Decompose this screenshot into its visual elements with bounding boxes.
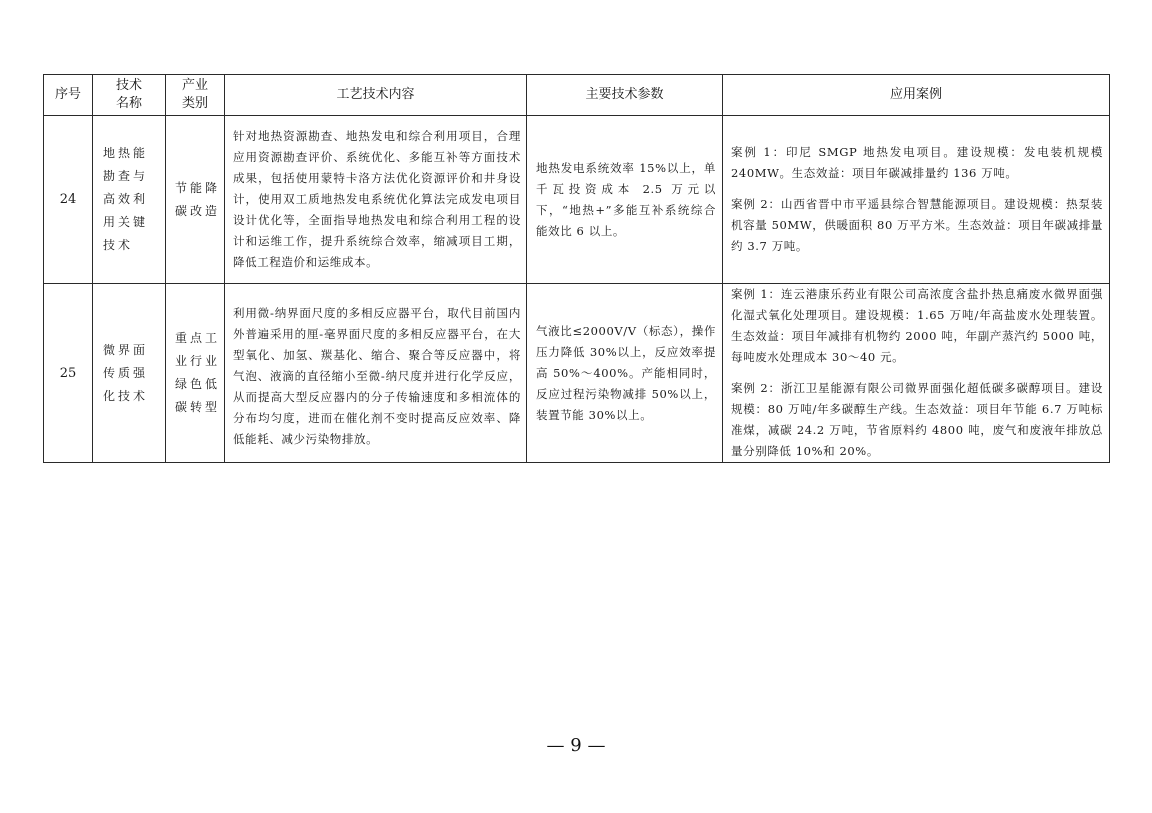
header-industry-line1: 产业 [181, 78, 208, 93]
case-item: 案例 2：浙江卫星能源有限公司微界面强化超低碳多碳醇项目。建设规模：80 万吨/年多碳醇生产线。生态效益：项目年节能 6.7 万吨标准煤，减碳 24.2 万吨，节省原料约 4800 吨，废气和废液年排放总量分别降低 10%和 20%。 [731, 381, 1103, 458]
header-industry [166, 75, 225, 116]
header-industry-line2: 类别 [181, 96, 208, 111]
process-cell [225, 284, 527, 463]
tech-params: 气液比≤2000V/V（标态），操作压力降低 30%以上，反应效率提高 50%～400%。产能相同时，反应过程污染物减排 50%以上，装置节能 30%以上。 [536, 323, 716, 422]
header-cases: 应用案例 [723, 75, 1110, 116]
cases-cell [723, 116, 1110, 284]
header-tech-name-line2: 名称 [115, 96, 142, 111]
tech-params: 地热发电系统效率 15%以上，单千瓦投资成本 2.5 万元以下，“地热+”多能互补系统综合能效比 6 以上。 [536, 160, 716, 238]
header-tech-name-line1: 技术 [115, 78, 142, 93]
cases-cell [723, 284, 1110, 463]
process-cell [225, 116, 527, 284]
industry-cell [166, 284, 225, 463]
tech-name-cell [93, 284, 166, 463]
header-index: 序号 [44, 75, 93, 116]
process-content: 利用微-纳界面尺度的多相反应器平台，取代目前国内外普遍采用的厘-毫界面尺度的多相反应器平台，在大型氧化、加氢、羰基化、缩合、聚合等反应器中，将气泡、液滴的直径缩小至微-纳尺度并进行化学反应，从而提高大型反应器内的分子传输速度和多相流体的分布均匀度，进而在催化剂不变时提高反应效率、降低能耗、减少污染物排放。 [233, 305, 521, 446]
header-params: 主要技术参数 [527, 75, 723, 116]
industry-cell [166, 116, 225, 284]
industry-category: 节能降碳改造 [175, 180, 221, 218]
table-row [44, 116, 1110, 284]
row-index: 25 [44, 284, 93, 463]
table-header-row [44, 75, 1110, 116]
page-number: — 9 — [546, 735, 606, 756]
tech-name: 地热能勘查与高效利用关键技术 [103, 146, 149, 252]
tech-name-cell [93, 116, 166, 284]
case-item: 案例 1：连云港康乐药业有限公司高浓度含盐扑热息痛废水微界面强化湿式氧化处理项目。建设规模：1.65 万吨/年高盐废水处理装置。生态效益：项目年减排有机物约 2000 吨，年副产蒸汽约 5000 吨，每吨废水处理成本 30～40 元。 [731, 287, 1103, 364]
technology-table [43, 74, 1110, 463]
industry-category: 重点工业行业绿色低碳转型 [175, 331, 221, 414]
table-row [44, 284, 1110, 463]
row-index: 24 [44, 116, 93, 284]
params-cell [527, 116, 723, 284]
header-process: 工艺技术内容 [225, 75, 527, 116]
params-cell [527, 284, 723, 463]
header-tech-name [93, 75, 166, 116]
process-content: 针对地热资源勘查、地热发电和综合利用项目，合理应用资源勘查评价、系统优化、多能互补等方面技术成果，包括使用蒙特卡洛方法优化资源评价和井身设计，使用双工质地热发电系统优化算法完成发电项目设计优化等，全面指导地热发电和综合利用工程的设计和运维工作，提升系统综合效率，缩减项目工期，降低工程造价和运维成本。 [233, 129, 521, 269]
case-item: 案例 2：山西省晋中市平遥县综合智慧能源项目。建设规模：热泵装机容量 50MW，供暖面积 80 万平方米。生态效益：项目年碳减排量约 3.7 万吨。 [731, 197, 1103, 253]
case-item: 案例 1：印尼 SMGP 地热发电项目。建设规模：发电装机规模 240MW。生态效益：项目年碳减排量约 136 万吨。 [731, 145, 1103, 180]
tech-name: 微界面传质强化技术 [103, 342, 149, 403]
